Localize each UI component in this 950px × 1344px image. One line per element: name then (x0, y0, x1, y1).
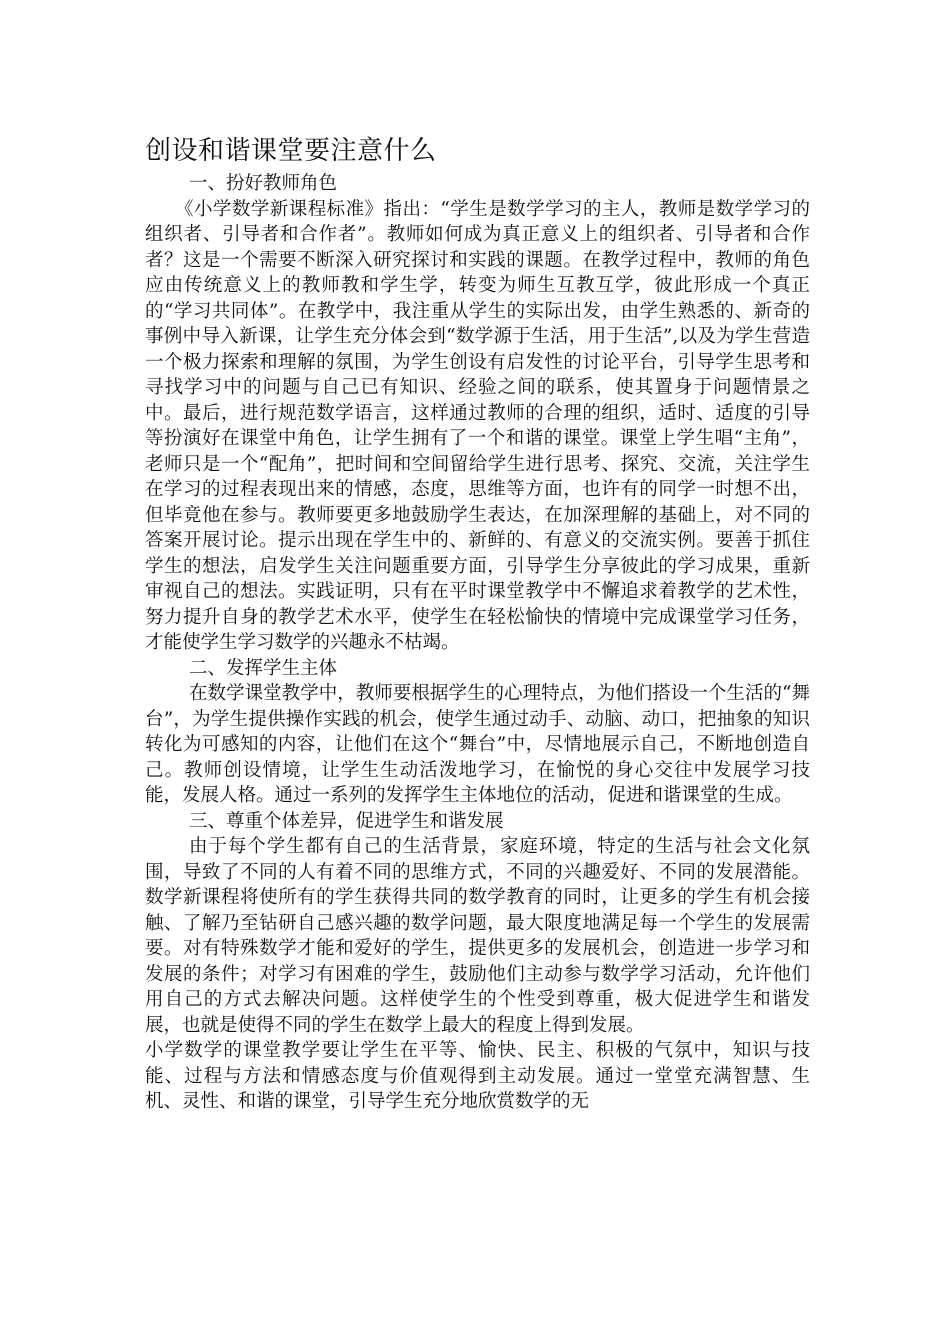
section-heading-3: 三、尊重个体差异，促进学生和谐发展 (189, 810, 504, 832)
section-paragraph-1: 《小学数学新课程标准》指出：“学生是数学学习的主人，教师是数学学习的组织者、引导者和合作者”。教师如何成为真正意义上的组织者、引导者和合作者？这是一个需要不断深入研究探讨和实践的课题。在教学过程中，教师的角色应由传统意义上的教师教和学生学，转变为师生互教互学，彼此形成一个真正的“学习共同体”。在教学中，我注重从学生的实际出发，由学生熟悉的、新奇的事例中导入新课，让学生充分体会到“数学源于生活，用于生活”,以及为学生营造一个极力探索和理解的氛围，为学生创设有启发性的讨论平台，引导学生思考和寻找学习中的问题与自己已有知识、经验之间的联系，使其置身于问题情景之中。最后，进行规范数学语言，这样通过教师的合理的组织，适时、适度的引导等扮演好在课堂中角色，让学生拥有了一个和谐的课堂。课堂上学生唱“主角”， 老师只是一个“配角”，把时间和空间留给学生进行思考、探究、交流，关注学生在学习的过程表现出来的情感，态度，思维等方面，也许有的同学一时想不出，但毕竟他在参与。教师要更多地鼓励学生表达，在加深理解的基础上，对不同的答案开展讨论。提示出现在学生中的、新鲜的、有意义的交流实例。要善于抓住学生的想法，启发学生关注问题重要方面，引导学生分享彼此的学习成果，重新审视自己的想法。实践证明，只有在平时课堂教学中不懈追求着教学的艺术性，努力提升自身的教学艺术水平，使学生在轻松愉快的情境中完成课堂学习任务，才能使学生学习数学的兴趣永不枯竭。 (145, 198, 810, 653)
document-title: 创设和谐课堂要注意什么 (145, 136, 437, 166)
document-body (145, 133, 810, 1115)
section-heading-1: 一、扮好教师角色 (189, 173, 338, 194)
section-paragraph-3: 由于每个学生都有自己的生活背景，家庭环境，特定的生活与社会文化氛围，导致了不同的人有着不同的思维方式，不同的兴趣爱好、不同的发展潜能。数学新课程将使所有的学生获得共同的数学教育的同时，让更多的学生有机会接触、了解乃至钻研自己感兴趣的数学问题，最大限度地满足每一个学生的发展需要。对有特殊数学才能和爱好的学生，提供更多的发展机会，创造进一步学习和发展的条件；对学习有困难的学生，鼓励他们主动参与数学学习活动，允许他们用自己的方式去解决问题。这样使学生的个性受到尊重，极大促进学生和谐发展，也就是使得不同的学生在数学上最大的程度上得到发展。 (145, 836, 810, 1036)
section-heading-2: 二、发挥学生主体 (189, 657, 338, 679)
section-paragraph-2: 在数学课堂教学中，教师要根据学生的心理特点，为他们搭设一个生活的“舞台”，为学生提供操作实践的机会，使学生通过动手、动脑、动口，把抽象的知识转化为可感知的内容，让他们在这个“舞台”中，尽情地展示自己，不断地创造自己。教师创设情境，让学生生动活泼地学习，在愉悦的身心交往中发展学习技能，发展人格。通过一系列的发挥学生主体地位的活动，促进和谐课堂的生成。 (145, 683, 810, 806)
closing-paragraph: 小学数学的课堂教学要让学生在平等、愉快、民主、积极的气氛中，知识与技能、过程与方法和情感态度与价值观得到主动发展。通过一堂堂充满智慧、生机、灵性、和谐的课堂，引导学生充分地欣赏数学的无 (145, 1040, 810, 1112)
